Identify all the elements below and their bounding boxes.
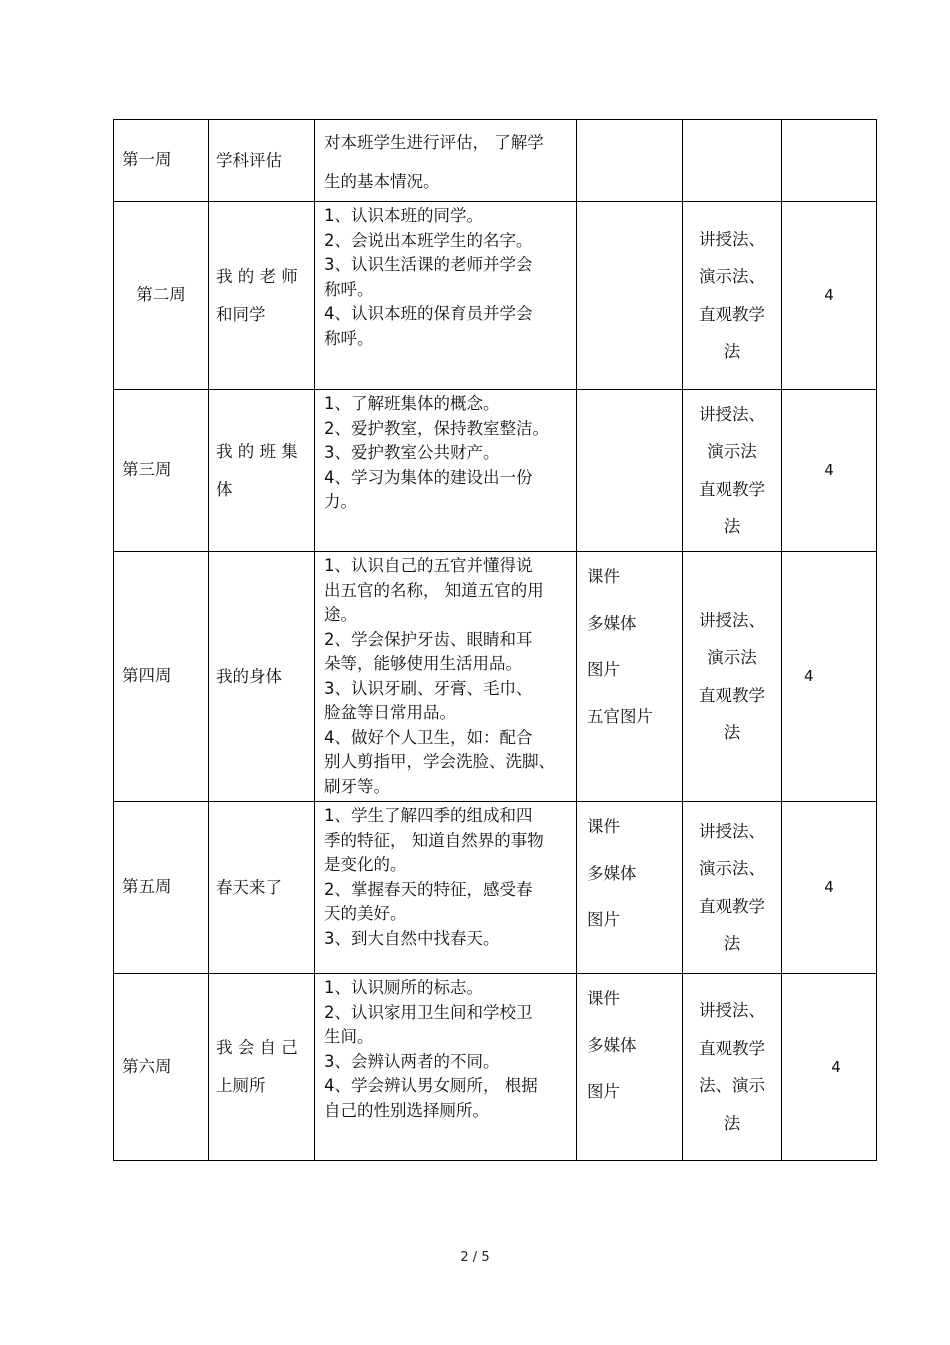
table-row (114, 120, 877, 202)
method-line: 直观教学 (699, 685, 765, 705)
method-line: 法、演示 (699, 1076, 765, 1095)
materials-cell (577, 390, 683, 552)
week-cell: 第五周 (114, 802, 209, 974)
content-line: 2、爱护教室，保持教室整洁。 (324, 418, 549, 438)
content-cell (315, 802, 577, 974)
content-line: 刷牙等。 (324, 776, 390, 796)
content-line: 季的特征， 知道自然界的事物 (324, 830, 544, 850)
content-line: 4、认识本班的保育员并学会 (324, 304, 533, 323)
content-line: 1、认识厕所的标志。 (324, 978, 483, 997)
content-line: 出五官的名称， 知道五官的用 (324, 580, 544, 600)
content-line: 1、认识自己的五官并懂得说 (324, 556, 533, 575)
method-line: 讲授法、 (699, 229, 765, 249)
week-cell: 第一周 (114, 120, 209, 202)
topic-cell: 我 的 老 师 和同学 (209, 202, 315, 390)
content-cell (315, 552, 577, 802)
hours-cell (782, 120, 877, 202)
content-line: 2、认识家用卫生间和学校卫 (324, 1002, 533, 1022)
material-item: 课件 (587, 567, 620, 586)
content-line: 途。 (324, 605, 357, 624)
methods-cell (683, 390, 782, 552)
methods-cell (683, 552, 782, 802)
content-line: 生间。 (324, 1027, 374, 1046)
content-line: 1、认识本班的同学。 (324, 206, 483, 225)
content-line: 2、会说出本班学生的名字。 (324, 230, 533, 250)
table-row (114, 552, 877, 802)
content-cell (315, 202, 577, 390)
content-line: 3、到大自然中找春天。 (324, 928, 500, 948)
methods-cell (683, 802, 782, 974)
content-line: 天的美好。 (324, 904, 407, 923)
material-item: 图片 (587, 1082, 620, 1101)
method-line: 法 (723, 723, 741, 742)
hours-cell: 4 (782, 802, 877, 974)
method-line: 法 (723, 517, 741, 536)
methods-cell (683, 202, 782, 390)
hours-cell: 4 (782, 974, 877, 1161)
method-line: 直观教学 (699, 304, 765, 324)
content-line: 3、认识生活课的老师并学会 (324, 255, 533, 274)
table-row (114, 390, 877, 552)
table-row (114, 974, 877, 1161)
content-cell (315, 120, 577, 202)
materials-cell (577, 974, 683, 1161)
week-cell: 第六周 (114, 974, 209, 1161)
topic-cell: 我 会 自 己 上厕所 (209, 974, 315, 1161)
table-row (114, 802, 877, 974)
page-number: 2 / 5 (460, 1250, 490, 1265)
method-line: 直观教学 (699, 896, 765, 916)
material-item: 多媒体 (587, 863, 637, 883)
materials-cell (577, 202, 683, 390)
content-line: 4、学习为集体的建设出一份 (324, 467, 533, 487)
content-cell (315, 974, 577, 1161)
method-line: 演示法、 (699, 267, 765, 286)
content-line: 称呼。 (324, 279, 374, 299)
method-line: 讲授法、 (699, 404, 765, 424)
method-line: 法 (723, 934, 741, 953)
content-line: 脸盆等日常用品。 (324, 703, 456, 722)
method-line: 讲授法、 (699, 821, 765, 841)
method-line: 演示法 (707, 648, 757, 667)
content-line: 3、会辨认两者的不同。 (324, 1051, 500, 1071)
methods-cell (683, 120, 782, 202)
hours-cell: 4 (782, 552, 877, 802)
hours-cell: 4 (782, 390, 877, 552)
material-item: 图片 (587, 910, 620, 929)
material-item: 课件 (587, 989, 620, 1008)
materials-cell (577, 120, 683, 202)
syllabus-table (113, 119, 877, 1161)
material-item: 图片 (587, 660, 620, 679)
method-line: 演示法 (707, 442, 757, 461)
topic-cell: 春天来了 (209, 802, 315, 974)
content-line: 2、掌握春天的特征，感受春 (324, 879, 533, 899)
method-line: 法 (723, 342, 741, 361)
content-line: 4、学会辨认男女厕所， 根据 (324, 1076, 538, 1095)
materials-cell (577, 552, 683, 802)
content-line: 1、了解班集体的概念。 (324, 394, 500, 413)
content-line: 力。 (324, 492, 357, 511)
content-line: 朵等，能够使用生活用品。 (324, 654, 522, 673)
content-line: 是变化的。 (324, 855, 407, 874)
table-row (114, 202, 877, 390)
methods-cell (683, 974, 782, 1161)
week-cell: 第二周 (114, 202, 209, 390)
content-line: 3、爱护教室公共财产。 (324, 443, 500, 462)
content-line: 3、认识牙刷、牙膏、毛巾、 (324, 678, 533, 698)
method-line: 直观教学 (699, 1038, 765, 1058)
material-item: 多媒体 (587, 1035, 637, 1055)
content-line: 生的基本情况。 (324, 172, 440, 191)
topic-cell: 我 的 班 集 体 (209, 390, 315, 552)
method-line: 讲授法、 (699, 1001, 765, 1020)
content-line: 称呼。 (324, 328, 374, 348)
content-line: 对本班学生进行评估， 了解学 (324, 133, 544, 152)
content-line: 2、学会保护牙齿、眼睛和耳 (324, 629, 533, 649)
material-item: 五官图片 (587, 706, 653, 726)
topic-cell: 学科评估 (209, 120, 315, 202)
content-line: 别人剪指甲，学会洗脸、洗脚、 (324, 752, 555, 771)
content-line: 自己的性别选择厕所。 (324, 1100, 489, 1120)
method-line: 法 (723, 1113, 741, 1133)
material-item: 课件 (587, 817, 620, 836)
method-line: 直观教学 (699, 479, 765, 499)
material-item: 多媒体 (587, 613, 637, 633)
method-line: 演示法、 (699, 859, 765, 878)
content-line: 1、学生了解四季的组成和四 (324, 806, 533, 825)
topic-cell: 我的身体 (209, 552, 315, 802)
materials-cell (577, 802, 683, 974)
method-line: 讲授法、 (699, 610, 765, 630)
content-cell (315, 390, 577, 552)
hours-cell: 4 (782, 202, 877, 390)
content-line: 4、做好个人卫生，如：配合 (324, 727, 533, 747)
week-cell: 第三周 (114, 390, 209, 552)
week-cell: 第四周 (114, 552, 209, 802)
